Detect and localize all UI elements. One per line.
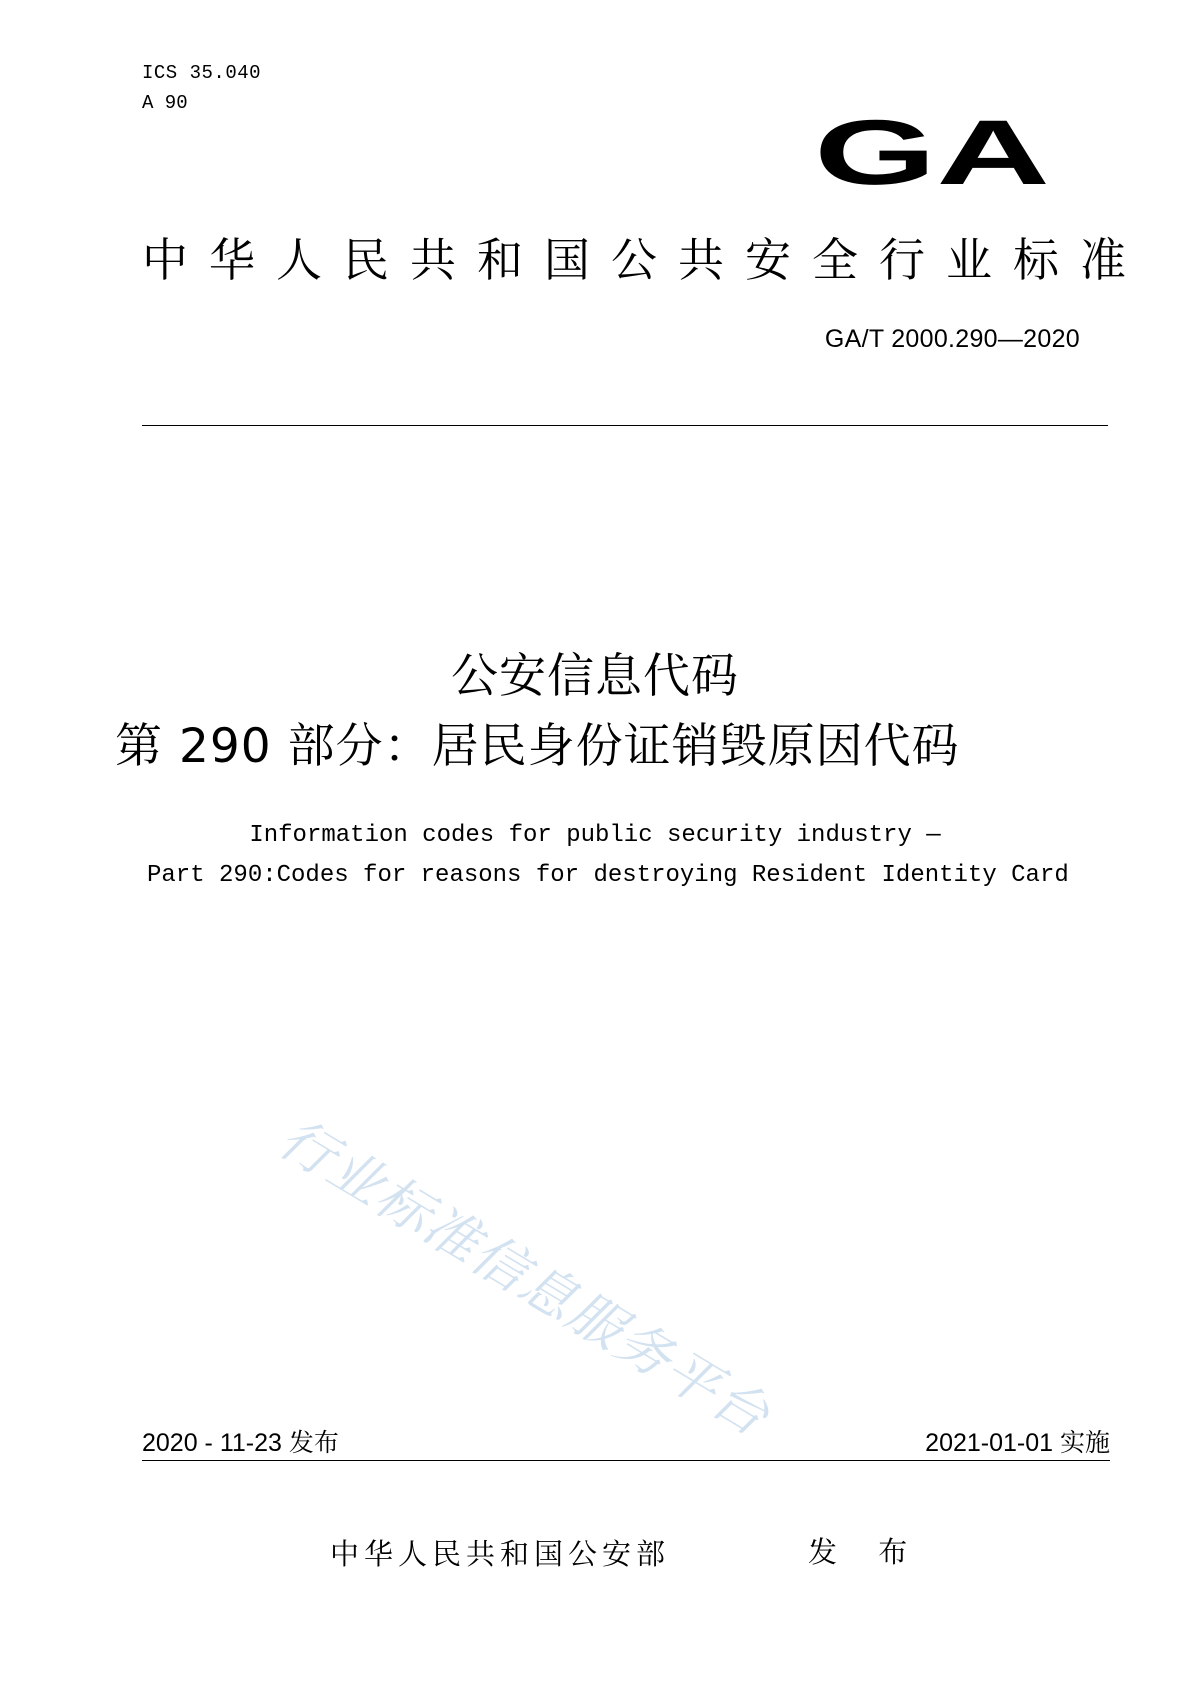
- ics-code: ICS 35.040: [142, 62, 262, 84]
- ga-logo-text: GA: [814, 112, 1050, 192]
- standard-number: GA/T 2000.290—2020: [824, 325, 1080, 353]
- ccs-code: A 90: [142, 92, 188, 114]
- publisher-name: 中华人民共和国公安部: [330, 1537, 671, 1571]
- watermark: 行业标准信息服务平台: [268, 1106, 782, 1449]
- issue-date: 2020 - 11-23 发布: [142, 1429, 339, 1457]
- standard-type: 中华人民共和国公共安全行业标准: [142, 233, 1147, 287]
- implementation-date: 2021-01-01 实施: [925, 1429, 1110, 1457]
- ga-logo: [812, 112, 1052, 192]
- title-english-line-1: Information codes for public security industry —: [249, 822, 941, 849]
- publish-label: 发 布: [808, 1535, 924, 1569]
- top-divider: [142, 425, 1108, 426]
- title-english-line-2: Part 290:Codes for reasons for destroying Resident Identity Card: [147, 862, 1069, 889]
- title-chinese-line-1: 公安信息代码: [451, 649, 739, 704]
- title-chinese-line-2: 第 290 部分：居民身份证销毁原因代码: [115, 719, 960, 774]
- bottom-divider: [142, 1460, 1110, 1461]
